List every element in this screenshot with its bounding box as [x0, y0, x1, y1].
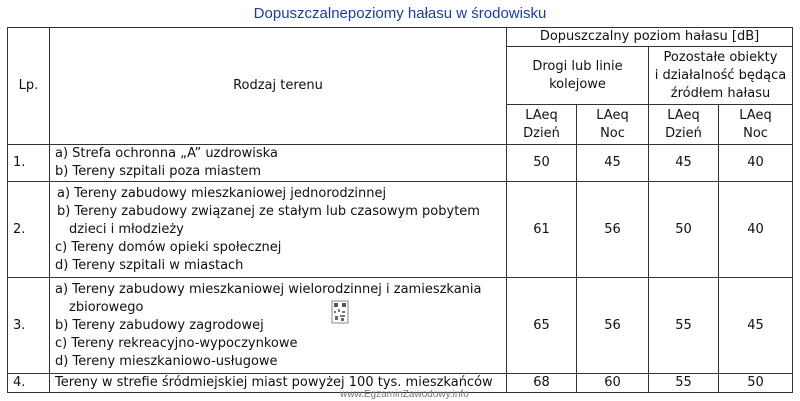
terrain-line: a) Tereny zabudowy mieszkaniowej jednorodzinnej	[57, 185, 387, 201]
header-sub-line: LAeq	[667, 107, 700, 123]
watermark: www.EgzaminZawodowy.info	[340, 389, 469, 400]
header-roads-night	[577, 105, 649, 145]
value-other-day: 45	[649, 145, 719, 182]
header-sub-line: LAeq	[596, 107, 629, 123]
header-other-line: źródłem hałasu	[670, 85, 771, 101]
value-roads-day: 61	[507, 182, 577, 278]
header-sub-line: Noc	[743, 125, 768, 141]
terrain-line: dzieci i młodzieży	[69, 221, 184, 237]
terrain-line: a) Strefa ochronna „A” uzdrowiska	[55, 146, 278, 161]
header-other	[649, 47, 793, 105]
header-other-night	[719, 105, 793, 145]
header-sub-line: LAeq	[525, 107, 558, 123]
value-other-night: 50	[719, 374, 793, 393]
header-sub-line: LAeq	[739, 107, 772, 123]
table-row	[8, 145, 793, 182]
header-terrain-type: Rodzaj terenu	[50, 28, 507, 145]
header-other-day	[649, 105, 719, 145]
terrain-line: c) Tereny domów opieki społecznej	[55, 239, 282, 255]
value-roads-night: 45	[577, 145, 649, 182]
terrain-line: c) Tereny rekreacyjno-wypoczynkowe	[55, 335, 298, 351]
header-other-line: Pozostałe obiekty	[663, 49, 778, 65]
header-roads-line: kolejowe	[549, 76, 606, 92]
row-terrain	[50, 278, 507, 374]
page-title: Dopuszczalnepoziomy hałasu w środowisku	[253, 5, 547, 22]
header-roads-day	[507, 105, 577, 145]
header-level-group: Dopuszczalny poziom hałasu [dB]	[507, 28, 793, 47]
value-roads-night: 56	[577, 182, 649, 278]
row-lp: 4.	[8, 374, 50, 393]
terrain-line: Tereny w strefie śródmiejskiej miast powyżej 100 tys. mieszkańców	[55, 375, 493, 390]
header-other-line: i działalność będąca	[654, 67, 787, 83]
terrain-line: b) Tereny zabudowy zagrodowej	[55, 317, 264, 333]
terrain-line: zbiorowego	[69, 299, 144, 315]
row-lp: 2.	[8, 182, 50, 278]
terrain-line: d) Tereny mieszkaniowo-usługowe	[55, 353, 278, 369]
header-roads	[507, 47, 649, 105]
value-other-day: 55	[649, 278, 719, 374]
terrain-line: a) Tereny zabudowy mieszkaniowej wielorodzinnej i zamieszkania	[55, 281, 482, 297]
value-roads-night: 60	[577, 374, 649, 393]
header-sub-line: Dzień	[523, 125, 560, 141]
row-terrain	[50, 145, 507, 182]
table-row	[8, 182, 793, 278]
table-row	[8, 278, 793, 374]
terrain-line: b) Tereny szpitali poza miastem	[55, 164, 262, 179]
value-roads-day: 50	[507, 145, 577, 182]
value-roads-night: 56	[577, 278, 649, 374]
row-lp: 1.	[8, 145, 50, 182]
value-roads-day: 68	[507, 374, 577, 393]
value-other-night: 40	[719, 145, 793, 182]
qr-code-icon	[331, 300, 349, 324]
value-roads-day: 65	[507, 278, 577, 374]
value-other-night: 40	[719, 182, 793, 278]
header-sub-line: Noc	[600, 125, 625, 141]
header-sub-line: Dzień	[665, 125, 702, 141]
value-other-night: 45	[719, 278, 793, 374]
value-other-day: 50	[649, 182, 719, 278]
header-lp: Lp.	[8, 28, 50, 145]
terrain-line: d) Tereny szpitali w miastach	[55, 257, 244, 273]
row-terrain	[50, 182, 507, 278]
noise-limits-table	[7, 27, 793, 393]
header-roads-line: Drogi lub linie	[532, 58, 623, 74]
row-lp: 3.	[8, 278, 50, 374]
terrain-line: b) Tereny zabudowy związanej ze stałym lub czasowym pobytem	[57, 203, 480, 219]
value-other-day: 55	[649, 374, 719, 393]
